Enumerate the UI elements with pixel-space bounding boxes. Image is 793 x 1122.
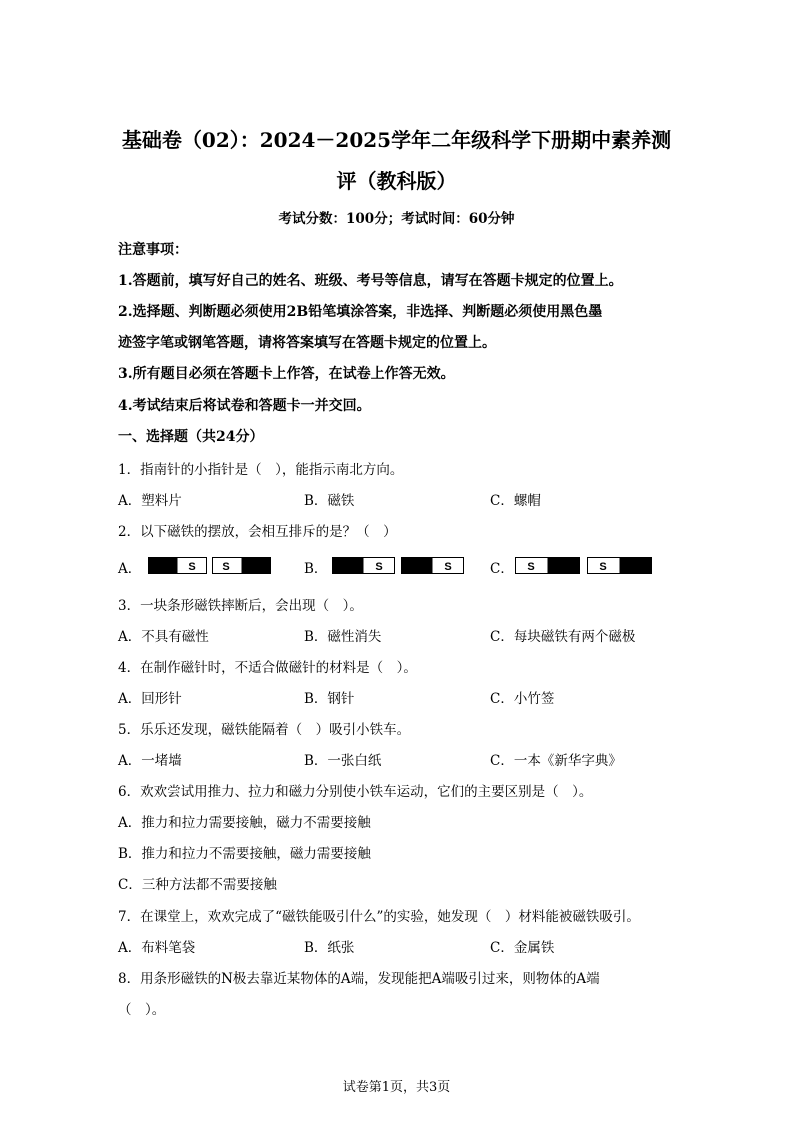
magnet-s-label: S	[375, 561, 383, 573]
q5-option-b: B．一张白纸	[304, 753, 382, 769]
question-5: 5．乐乐还发现，磁铁能隔着（ ）吸引小铁车。	[118, 722, 411, 738]
magnet-s-label: S	[599, 561, 607, 573]
question-8-cont: （ ）。	[118, 1002, 166, 1018]
notice-item-2: 2.选择题、判断题必须使用2B铅笔填涂答案，非选择、判断题必须使用黑色墨	[118, 304, 603, 320]
page-footer: 试卷第1页，共3页	[342, 1080, 451, 1095]
magnet-1	[516, 558, 580, 574]
question-6: 6．欢欢尝试用推力、拉力和磁力分别使小铁车运动，它们的主要区别是（ ）。	[118, 784, 593, 800]
notice-item-2-cont: 迹签字笔或钢笔答题，请将答案填写在答题卡规定的位置上。	[118, 335, 496, 351]
q2-option-b: B．	[304, 561, 328, 577]
q7-option-b: B．纸张	[304, 940, 355, 956]
q3-option-b: B．磁性消失	[304, 629, 382, 645]
question-3: 3．一块条形磁铁摔断后，会出现（ ）。	[118, 598, 363, 614]
notice-item-1: 1.答题前，填写好自己的姓名、班级、考号等信息，请写在答题卡规定的位置上。	[118, 273, 623, 289]
q7-option-a: A．布料笔袋	[118, 940, 196, 956]
q3-option-a: A．不具有磁性	[118, 629, 209, 645]
magnet-1	[333, 558, 395, 574]
notice-heading: 注意事项：	[118, 242, 188, 258]
notice-item-4: 4.考试结束后将试卷和答题卡一并交回。	[118, 398, 371, 414]
page-title-line-2: 评（教科版）	[336, 169, 457, 193]
q6-option-a: A．推力和拉力需要接触，磁力不需要接触	[118, 815, 371, 831]
q7-option-c: C．金属铁	[490, 940, 555, 956]
magnet-s-label: S	[222, 561, 230, 573]
q2-option-a: A．	[118, 561, 142, 577]
q4-option-c: C．小竹签	[490, 691, 555, 707]
q5-option-a: A．一堵墙	[118, 753, 182, 769]
q5-option-c: C．一本《新华字典》	[490, 753, 622, 769]
score-time-line: 考试分数：100分；考试时间：60分钟	[278, 211, 515, 227]
magnet-2	[588, 558, 652, 574]
q4-option-b: B．钢针	[304, 691, 355, 707]
q6-option-c: C．三种方法都不需要接触	[118, 877, 277, 893]
page-title-line-1: 基础卷（02）：2024－2025学年二年级科学下册期中素养测	[121, 128, 672, 152]
q3-option-c: C．每块磁铁有两个磁极	[490, 629, 636, 645]
magnet-2	[213, 558, 271, 574]
q2-option-c-magnets-picture	[515, 557, 653, 574]
question-8: 8．用条形磁铁的N极去靠近某物体的A端，发现能把A端吸引过来，则物体的A端	[118, 971, 600, 987]
q2-option-b-magnets-picture	[332, 557, 466, 574]
q6-option-b: B．推力和拉力不需要接触，磁力需要接触	[118, 846, 371, 862]
notice-item-3: 3.所有题目必须在答题卡上作答，在试卷上作答无效。	[118, 366, 455, 382]
question-7: 7．在课堂上，欢欢完成了“磁铁能吸引什么”的实验，她发现（ ）材料能被磁铁吸引。	[118, 909, 640, 925]
question-1: 1．指南针的小指针是（ ），能指示南北方向。	[118, 462, 404, 478]
magnet-2	[402, 558, 464, 574]
magnet-s-label: S	[527, 561, 535, 573]
question-2: 2．以下磁铁的摆放，会相互排斥的是？（ ）	[118, 524, 397, 540]
q4-option-a: A．回形针	[118, 691, 182, 707]
q1-option-c: C．螺帽	[490, 493, 541, 509]
section-heading: 一、选择题（共24分）	[118, 429, 264, 445]
question-4: 4．在制作磁针时，不适合做磁针的材料是（ ）。	[118, 660, 417, 676]
magnet-1	[149, 558, 207, 574]
q2-option-c: C．	[490, 561, 514, 577]
magnet-s-label: S	[444, 561, 452, 573]
magnet-s-label: S	[188, 561, 196, 573]
q1-option-a: A．塑料片	[118, 493, 182, 509]
q2-option-a-magnets-picture	[148, 557, 272, 574]
q1-option-b: B．磁铁	[304, 493, 355, 509]
